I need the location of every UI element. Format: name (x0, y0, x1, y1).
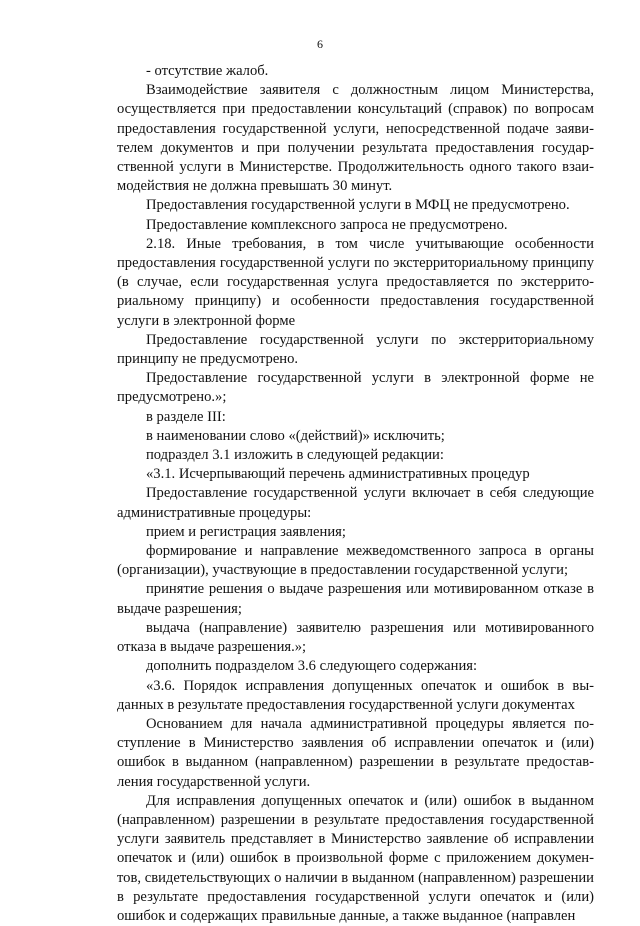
paragraph-procedure-issuance: выдача (направление) заявителю разрешения или мотивированного отказа в выдаче разрешения.»; (117, 619, 594, 656)
paragraph-procedure-interagency: формирование и направление межведомственного запроса в органы (организации), участвующие в предоставлении государственной услуги; (117, 543, 594, 579)
paragraph-title-change: в наименовании слово «(действий)» исключить; (146, 427, 445, 444)
paragraph-procedure-reception: прием и регистрация заявления; (146, 523, 346, 540)
paragraph-correction-request: Для исправления допущенных опечаток и (или) ошибок в выданном (направленном) разрешении в результате предоставления государственной услуги заявитель представляет в Министерство заявление об исправлении опечаток и (или) ошибок в произвольной форме с приложением документов, свидетельствующих о наличии в выданном (направленном) разрешении в результате предоставления государственной услуги опечаток и (или) ошибок и содержащих правильные данные, а также выданное (направлен (117, 792, 594, 924)
paragraph-basis: Основанием для начала административной процедуры является поступление в Министерство заявления об исправлении опечаток и (или) ошибок в выданном (направленном) разрешении в результате предоставления государственной услуги. (117, 715, 594, 790)
paragraph-subsection-3-1-intro: подраздел 3.1 изложить в следующей редакции: (146, 447, 444, 464)
paragraph-procedure-decision: принятие решения о выдаче разрешения или мотивированном отказе в выдаче разрешения; (117, 581, 594, 617)
paragraph-procedures-intro: Предоставление государственной услуги включает в себя следующие административные процедуры: (117, 485, 594, 521)
document-body (117, 62, 594, 926)
paragraph-2-18: 2.18. Иные требования, в том числе учитывающие особенности предоставления государственной услуги по экстерриториальному принципу (в случае, если государственная услуга предоставляется по экстерриториальному принципу) и особенности предоставления государственной услуги в электронной форме (117, 235, 594, 329)
paragraph-3-1-heading: «3.1. Исчерпывающий перечень административных процедур (146, 466, 530, 483)
paragraph-no-complaints: - отсутствие жалоб. (146, 63, 269, 79)
paragraph-electronic-form: Предоставление государственной услуги в электронной форме не предусмотрено.»; (117, 370, 594, 406)
paragraph-extraterritorial: Предоставление государственной услуги по экстерриториальному принципу не предусмотрено. (117, 331, 594, 368)
page-number: 6 (317, 37, 323, 51)
paragraph-interaction: Взаимодействие заявителя с должностным лицом Министерства, осуществляется при предоставлении консультаций (справок) по вопросам предоставления государственной услуги, непосредственной подаче заявителем документов и при получении результата предоставления государственной услуги в Министерстве. Продолжительность одного такого взаимодействия не должна превышать 30 минут. (117, 82, 594, 195)
paragraph-mfc: Предоставления государственной услуги в МФЦ не предусмотрено. (146, 197, 570, 214)
paragraph-complex-request: Предоставление комплексного запроса не предусмотрено. (146, 216, 508, 233)
paragraph-3-6-heading: «3.6. Порядок исправления допущенных опечаток и ошибок в выданных в результате предоставления государственной услуги документах (117, 677, 594, 713)
paragraph-add-3-6: дополнить подразделом 3.6 следующего содержания: (146, 658, 478, 675)
paragraph-section-iii: в разделе III: (146, 408, 226, 425)
